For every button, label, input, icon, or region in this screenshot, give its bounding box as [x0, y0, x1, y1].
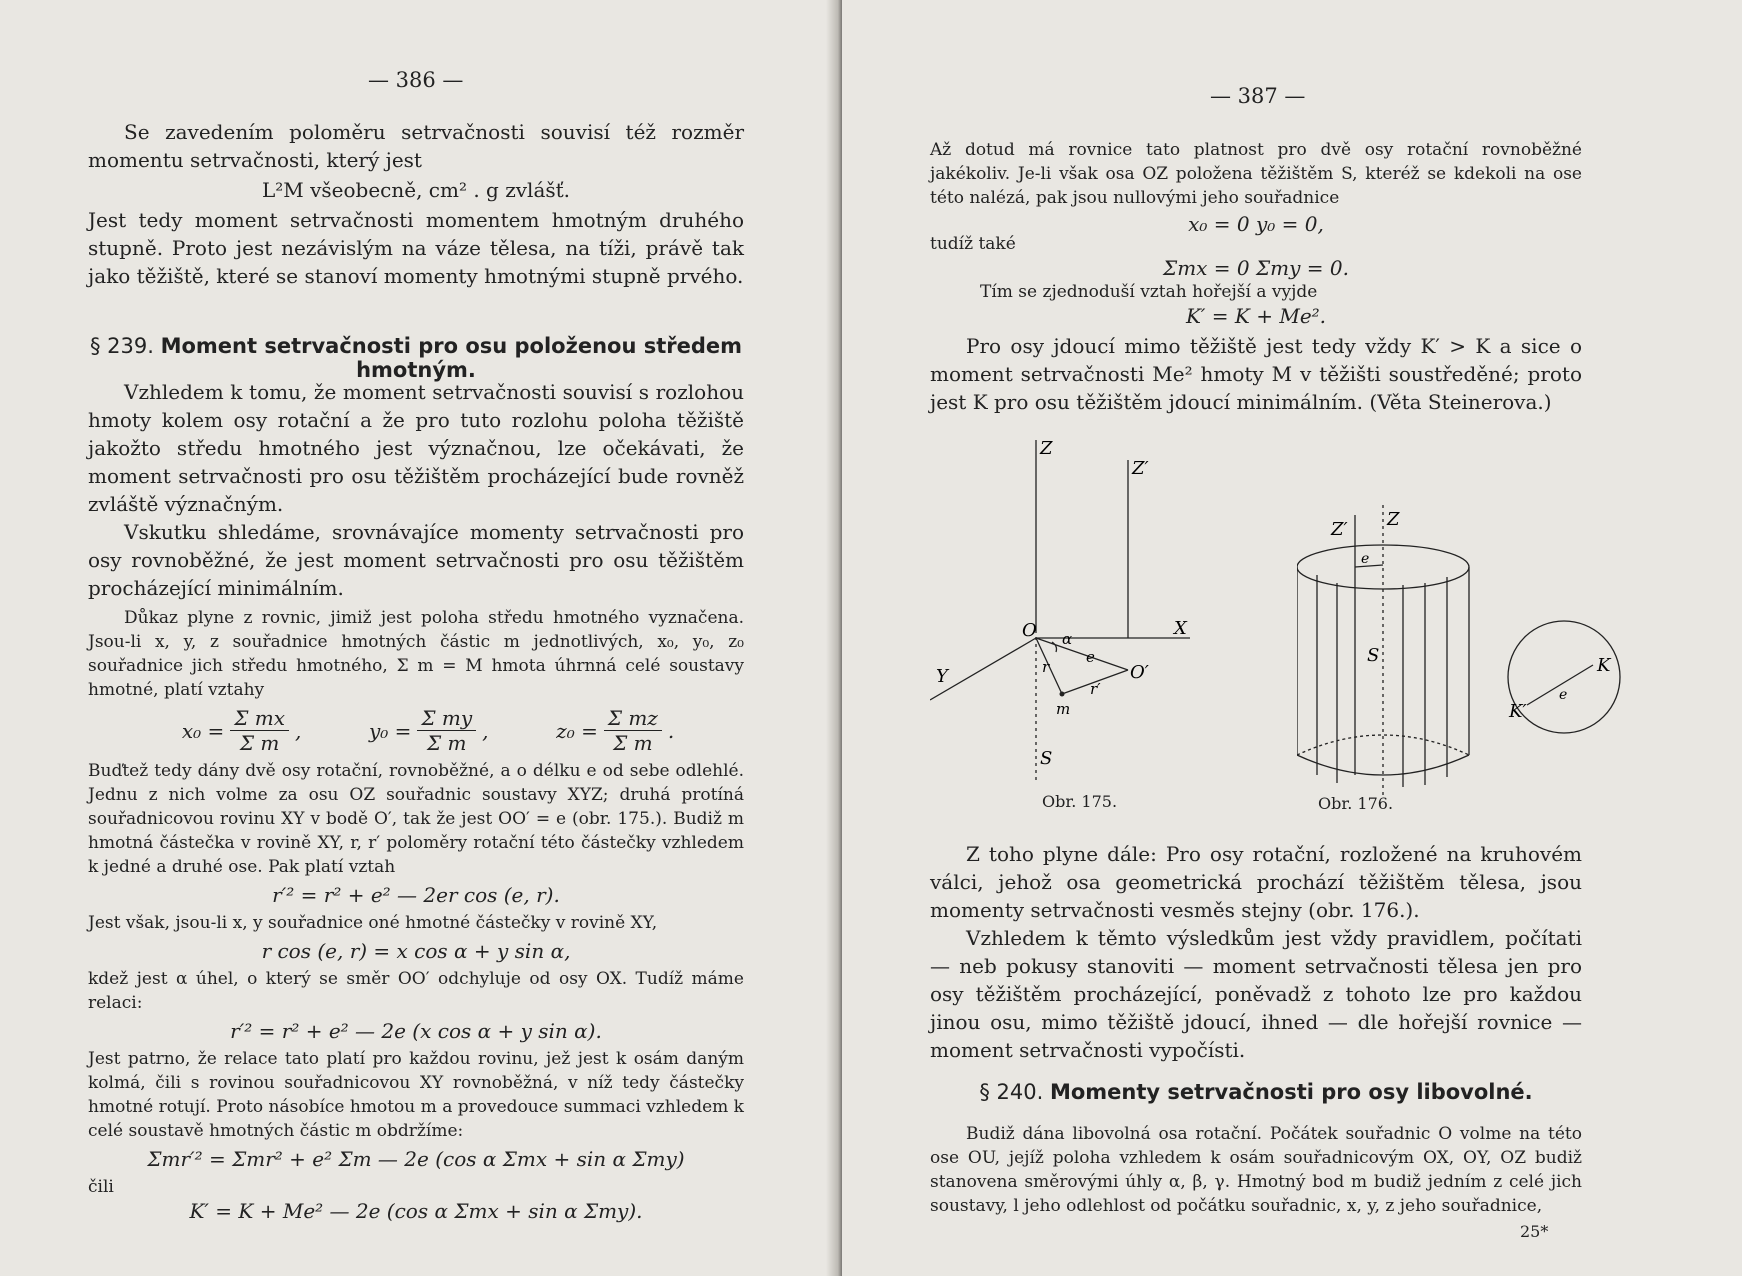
label-o: O [1022, 620, 1037, 641]
label-m: m [1056, 700, 1071, 718]
label-z-prime: Z′ [1132, 458, 1149, 479]
label-k-prime: K′ [1509, 701, 1527, 722]
label-x: X [1174, 618, 1187, 639]
section-heading [930, 1080, 1582, 1104]
equation: r′² = r² + e² — 2e (x cos α + y sin α). [230, 1019, 602, 1043]
right-page [842, 0, 1742, 1276]
eq-lhs: y₀ = [368, 718, 412, 743]
eq-tail: , [294, 718, 302, 743]
label-r: r [1042, 658, 1050, 676]
left-page [0, 0, 842, 1276]
eq-tail: , [482, 718, 489, 743]
particle-m [1060, 692, 1065, 697]
figure-175-caption: Obr. 175. [1042, 792, 1118, 811]
label-e: e [1086, 648, 1095, 666]
numerator: Σ my [417, 706, 476, 731]
section-title: Momenty setrvačnosti pro osy libovolné. [1049, 1080, 1533, 1104]
label-z: Z [1387, 509, 1400, 530]
equation: Σmx = 0 Σmy = 0. [1163, 256, 1349, 280]
equation: x₀ = 0 y₀ = 0, [1188, 212, 1324, 236]
paragraph: Tím se zjednoduší vztah hořejší a vyjde [980, 282, 1318, 302]
segment-oo [1036, 638, 1128, 670]
label-e: e [1361, 551, 1370, 567]
paragraph: Vskutku shledáme, srovnávajíce momenty setrvačnosti pro osy rovnoběžné, že jest moment setrvačnosti pro osu těžištěm procházející minimálním. [88, 520, 744, 600]
label-s: S [1367, 645, 1380, 666]
eq-lhs: x₀ = [181, 718, 225, 743]
fraction [230, 706, 289, 755]
equation-z0 [556, 706, 674, 755]
denominator: Σ m [613, 731, 653, 755]
paragraph: Důkaz plyne z rovnic, jimiž jest poloha středu hmotného vyznačena. Jsou-li x, y, z souřadnice hmotných částic m jednotlivých, x₀, y₀, z₀ souřadnice jich středu hmotného, Σ m = M hmota úhrnná celé soustavy hmotné, platí vztahy [88, 608, 744, 700]
label-o-prime: O′ [1130, 662, 1149, 683]
eq-tail: . [667, 718, 675, 743]
numerator: Σ mx [230, 706, 289, 731]
paragraph: Vzhledem k těmto výsledkům jest vždy pravidlem, počítati — neb pokusy stanoviti — moment setrvačnosti tělesa jen pro osy těžištěm procházející, poněvadž z tohoto lze pro každou jinou osu, mimo těžiště jdoucí, ihned — dle hořejší rovnice — moment setrvačnosti vypočísti. [930, 926, 1582, 1062]
paragraph: Jest tedy moment setrvačnosti momentem hmotným druhého stupně. Proto jest nezávislým na váze tělesa, na tíži, právě tak jako těžiště, které se stanoví momenty hmotnými stupně prvého. [88, 208, 744, 288]
paragraph: Buďtež tedy dány dvě osy rotační, rovnoběžné, a o délku e od sebe odlehlé. Jednu z nich volme za osu OZ souřadnic soustavy XYZ; druhá protíná souřadnicovou rovinu XY v bodě O′, tak že jest OO′ = e (obr. 175.). Budiž m hmotná částečka v rovině XY, r, r′ poloměry rotační této částečky vzhledem k jedné a druhé ose. Pak platí vztah [88, 761, 744, 877]
paragraph: Budiž dána libovolná osa rotační. Počátek souřadnic O volme na této ose OU, jejíž poloha vzhledem k osám souřadnicovým OX, OY, OZ budiž stanovena směrovými úhly α, β, γ. Hmotný bod m budiž jedním z celé jich soustavy, l jeho odlehlost od počátku souřadnic, x, y, z jeho souřadnice, [930, 1124, 1582, 1216]
tudiz-word: tudíž také [930, 234, 1016, 254]
label-alpha: α [1062, 630, 1073, 648]
dimension-line: L²M všeobecně, cm² . g zvlášť. [261, 178, 571, 202]
label-s: S [1040, 748, 1053, 769]
label-r-prime: r′ [1090, 680, 1101, 698]
paragraph: kdež jest α úhel, o který se směr OO′ odchyluje od osy OX. Tudíž máme relaci: [88, 969, 744, 1013]
paragraph: Vzhledem k tomu, že moment setrvačnosti souvisí s rozlohou hmoty kolem osy rotační a že pro tuto rozlohu poloha těžiště jakožto středu hmotného jest význačnou, lze očekávati, že moment setrvačnosti pro osu těžištěm procházející bude rovněž zvláště význačným. [88, 380, 744, 516]
equation: r cos (e, r) = x cos α + y sin α, [261, 939, 571, 963]
paragraph: Se zavedením poloměru setrvačnosti souvisí též rozměr momentu setrvačnosti, který jest [88, 120, 744, 172]
figure-176-caption: Obr. 176. [1318, 794, 1394, 813]
fraction [604, 706, 662, 755]
page-number: — 387 — [1210, 84, 1306, 108]
label-y: Y [936, 666, 948, 687]
cili-word: čili [88, 1177, 114, 1197]
figure-175 [930, 430, 1290, 800]
section-heading [88, 334, 744, 382]
page-number: — 386 — [368, 68, 464, 92]
equation: K′ = K + Me². [1185, 304, 1327, 328]
label-z: Z [1040, 438, 1053, 459]
section-number: § 240. [979, 1080, 1044, 1104]
equation: Σmr′² = Σmr² + e² Σm — 2e (cos α Σmx + sin α Σmy) [147, 1147, 685, 1171]
label-e: e [1559, 687, 1568, 703]
fraction [417, 706, 476, 755]
denominator: Σ m [239, 731, 280, 755]
paragraph: Jest patrno, že relace tato platí pro každou rovinu, jež jest k osám daným kolmá, čili s rovinou souřadnicovou XY rovnoběžná, v níž tedy částečky hmotné rotují. Proto násobíce hmotou m a provedouce summaci vzhledem k celé soustavě hmotných částic m obdržíme: [88, 1049, 744, 1141]
equation-y0 [369, 706, 489, 755]
equation: K′ = K + Me² — 2e (cos α Σmx + sin α Σmy). [189, 1199, 643, 1223]
signature-mark: 25* [1520, 1222, 1549, 1241]
denominator: Σ m [427, 731, 467, 755]
label-z-prime: Z′ [1331, 519, 1348, 540]
eq-lhs: z₀ = [556, 718, 598, 743]
figure-176 [1297, 505, 1627, 815]
section-number: § 239. [89, 334, 154, 358]
paragraph: Jest však, jsou-li x, y souřadnice oné hmotné částečky v rovině XY, [88, 913, 658, 933]
label-k: K [1597, 655, 1611, 676]
centroid-equations [148, 706, 708, 755]
numerator: Σ mz [604, 706, 662, 731]
paragraph: Pro osy jdoucí mimo těžiště jest tedy vždy K′ > K a sice o moment setrvačnosti Me² hmoty M v těžišti soustředěné; proto jest K pro osu těžištěm jdoucí minimálním. (Věta Steinerova.) [930, 334, 1582, 414]
section-title: Moment setrvačnosti pro osu položenou středem hmotným. [160, 334, 743, 382]
paragraph: Z toho plyne dále: Pro osy rotační, rozložené na kruhovém válci, jehož osa geometrická prochází těžištěm tělesa, jsou momenty setrvačnosti vesměs stejny (obr. 176.). [930, 842, 1582, 922]
equation: r′² = r² + e² — 2er cos (e, r). [272, 883, 560, 907]
equation-x0 [182, 706, 302, 755]
paragraph: Až dotud má rovnice tato platnost pro dvě osy rotační rovnoběžné jakékoliv. Je-li však osa OZ položena těžištěm S, kteréž se kdekoli na ose této nalézá, pak jsou nullovými jeho souřadnice [930, 140, 1582, 208]
